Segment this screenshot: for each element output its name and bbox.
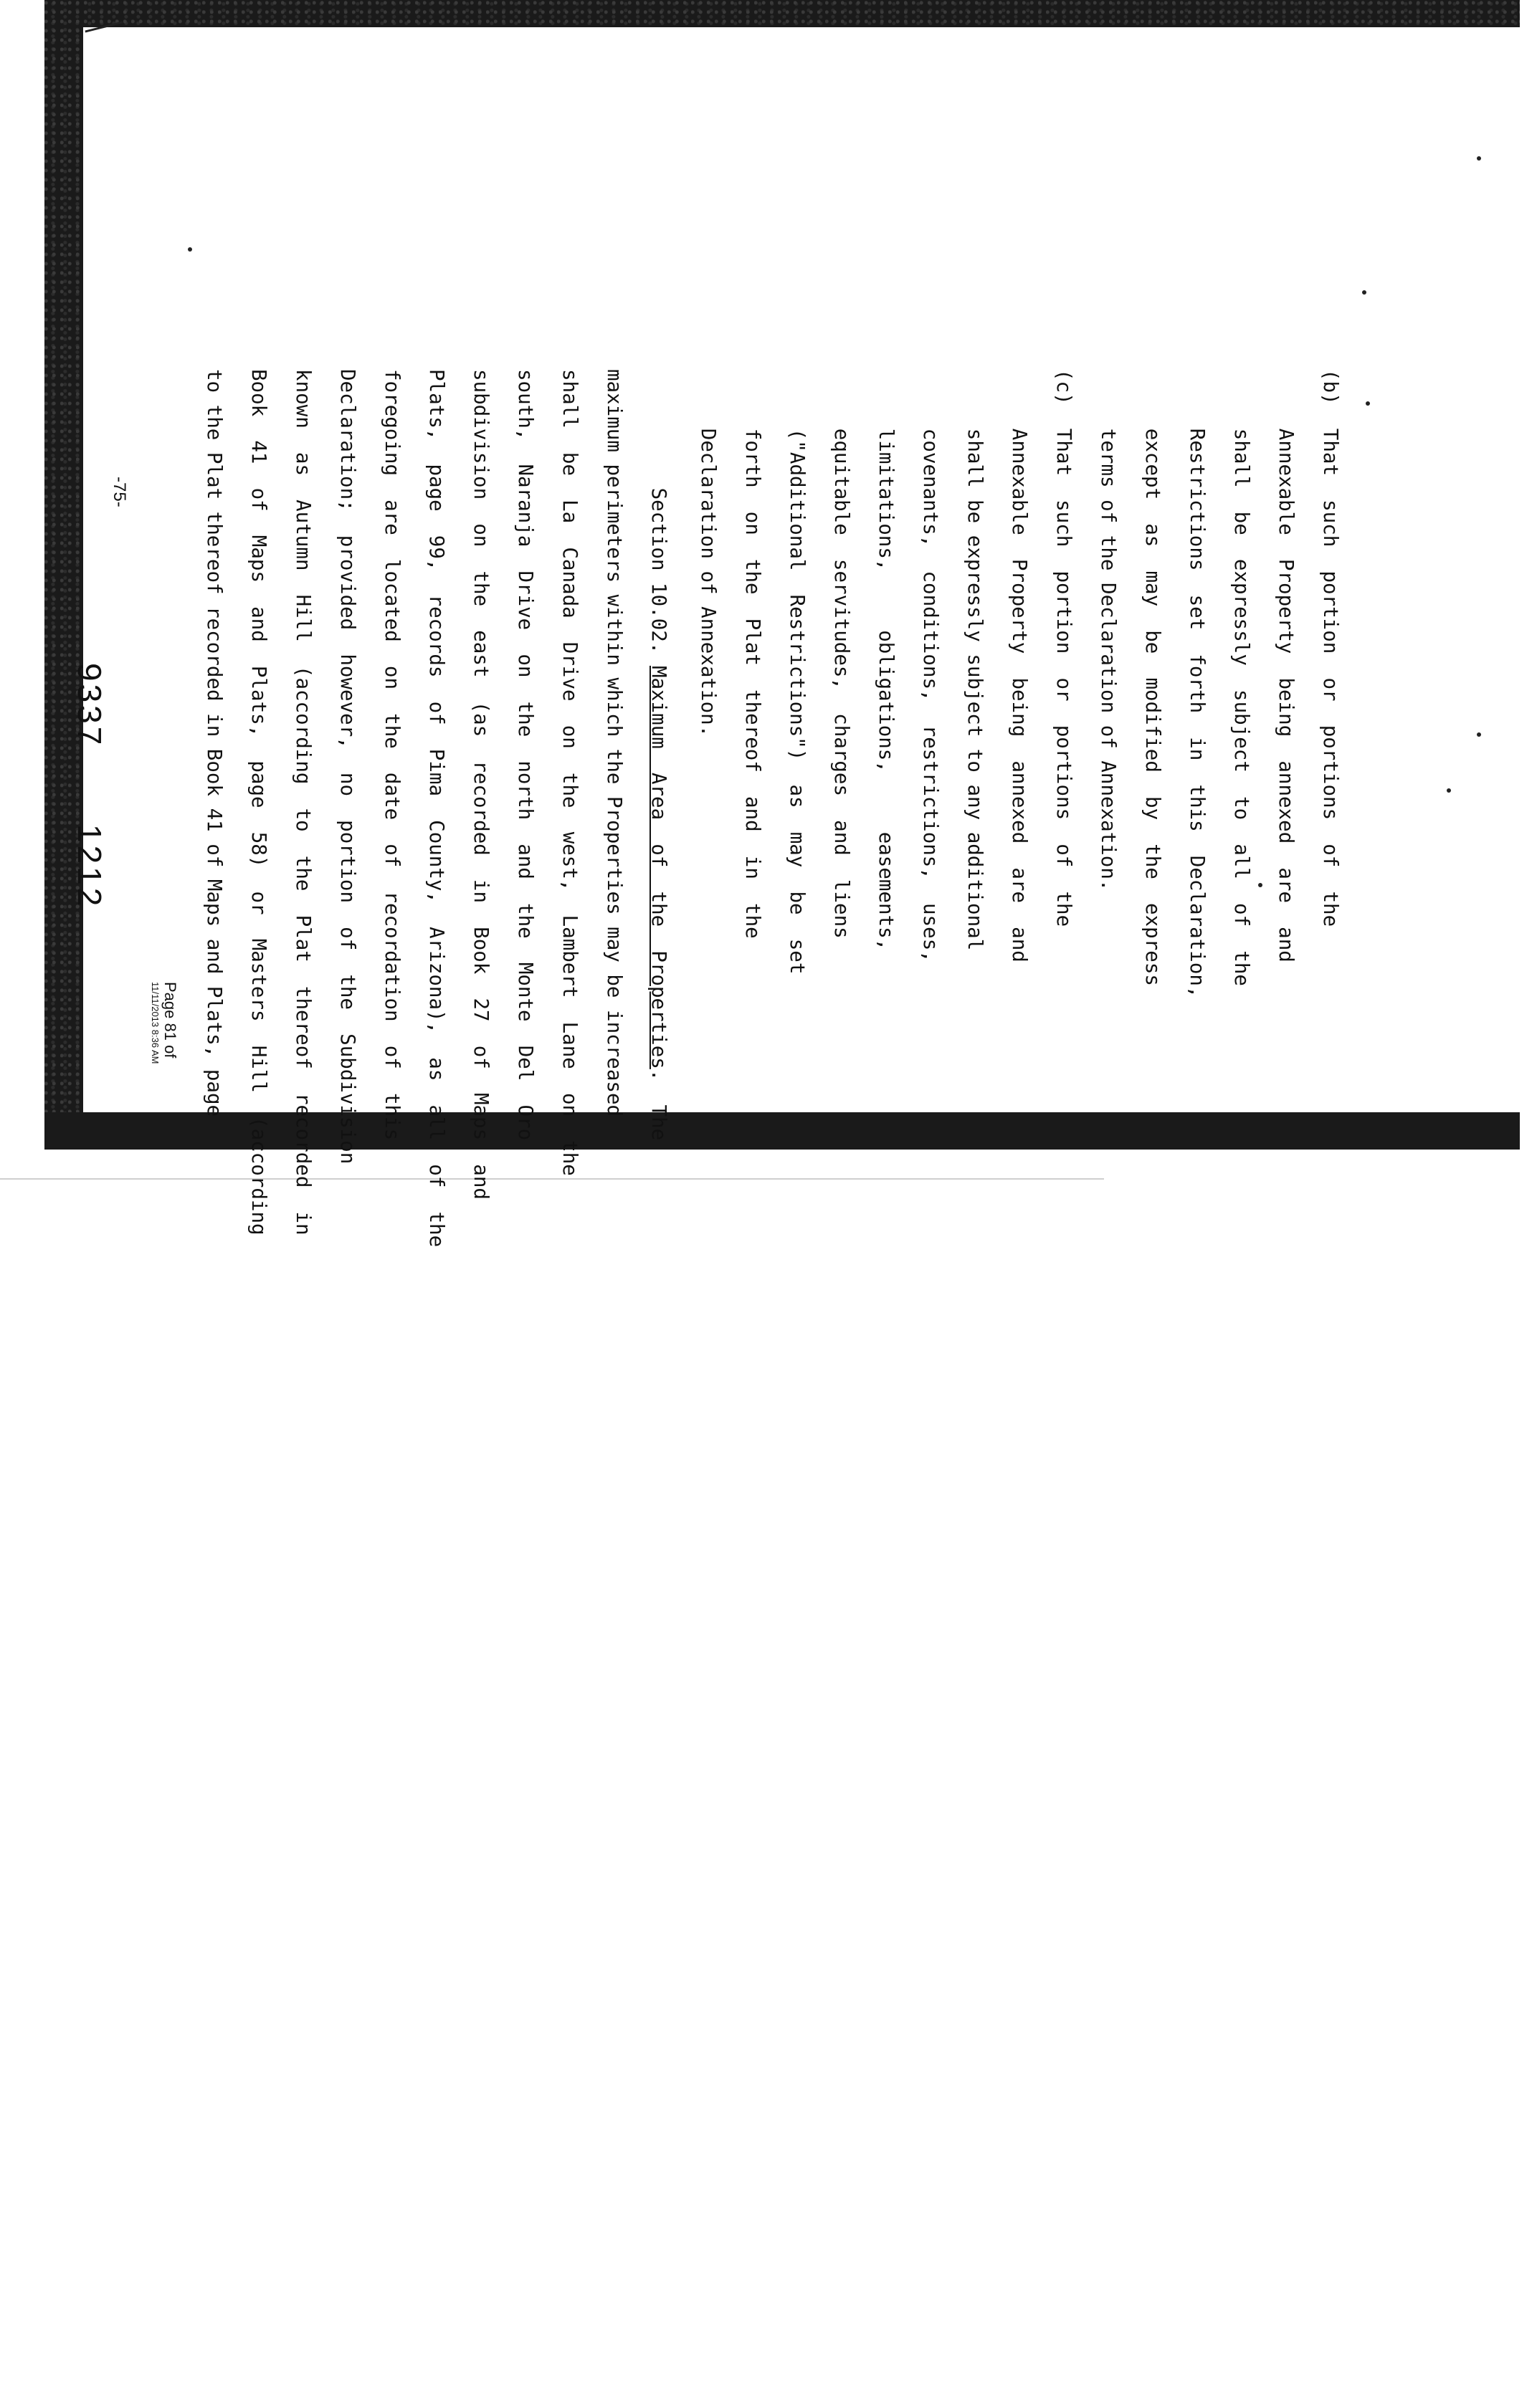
text-line: covenants, conditions, restrictions, uses, xyxy=(919,369,942,962)
section-line: Declaration; provided however, no portion of the Subdivision xyxy=(336,369,359,1165)
text-line: (b) That such portion or portions of the xyxy=(1319,369,1342,927)
text-line: except as may be modified by the express xyxy=(1141,369,1164,986)
section-title-period: . xyxy=(647,1069,670,1081)
section-line: shall be La Canada Drive on the west, Lambert Lane on the xyxy=(558,369,581,1176)
document-body xyxy=(123,369,1342,1372)
text-line: Annexable Property being annexed are and xyxy=(1008,369,1031,962)
text-line: shall be expressly subject to all of the xyxy=(1230,369,1253,986)
section-line: maximum perimeters within which the Properties may be increased xyxy=(603,369,626,1117)
section-line: Plats, page 99, records of Pima County, Arizona), as all of the xyxy=(425,369,448,1248)
section-line: Book 41 of Maps and Plats, page 58) or Masters Hill (according xyxy=(247,369,270,1236)
section-line: subdivision on the east (as recorded in Book 27 of Maps and xyxy=(470,369,492,1200)
section-number: Section 10.02. xyxy=(647,487,670,654)
text-line: equitable servitudes, charges and liens xyxy=(830,369,853,939)
footer-page-label: Page 81 of xyxy=(161,982,179,1059)
text-line: terms of the Declaration of Annexation. xyxy=(1097,369,1120,892)
text-line: Annexable Property being annexed are and xyxy=(1275,369,1298,962)
section-line: foregoing are located on the date of recordation of this xyxy=(381,369,404,1141)
section-line: south, Naranja Drive on the north and the Monte Del Oro xyxy=(514,369,537,1141)
section-first-tail: The xyxy=(647,1081,670,1141)
footer-timestamp: 11/11/2013 8:36 AM xyxy=(150,982,161,1064)
scan-speck xyxy=(188,247,192,252)
section-heading xyxy=(647,369,670,1140)
text-line: shall be expressly subject to any additional xyxy=(963,369,986,951)
text-line: forth on the Plat thereof and in the xyxy=(741,369,764,939)
recording-stamp-book: 9337 xyxy=(71,663,108,748)
scan-speck xyxy=(1366,401,1370,406)
scan-speck xyxy=(1477,156,1481,161)
text-line: ("Additional Restrictions") as may be set xyxy=(786,369,809,975)
text-line: Restrictions set forth in this Declaration, xyxy=(1186,369,1209,998)
recording-stamp-page: 1212 xyxy=(71,824,108,909)
scan-speck xyxy=(1477,732,1481,737)
page-number: -75- xyxy=(110,477,129,507)
text-line: (c) That such portion or portions of the xyxy=(1052,369,1075,927)
scan-speck xyxy=(1447,788,1451,793)
section-title: Maximum Area of the Properties xyxy=(647,665,670,1069)
section-line: known as Autumn Hill (according to the Plat thereof recorded in xyxy=(292,369,315,1236)
section-line: to the Plat thereof recorded in Book 41 of Maps and Plats, page xyxy=(203,369,226,1117)
text-line: limitations, obligations, easements, xyxy=(875,369,898,951)
scan-speck xyxy=(1362,290,1366,295)
text-line: Declaration of Annexation. xyxy=(697,369,720,737)
